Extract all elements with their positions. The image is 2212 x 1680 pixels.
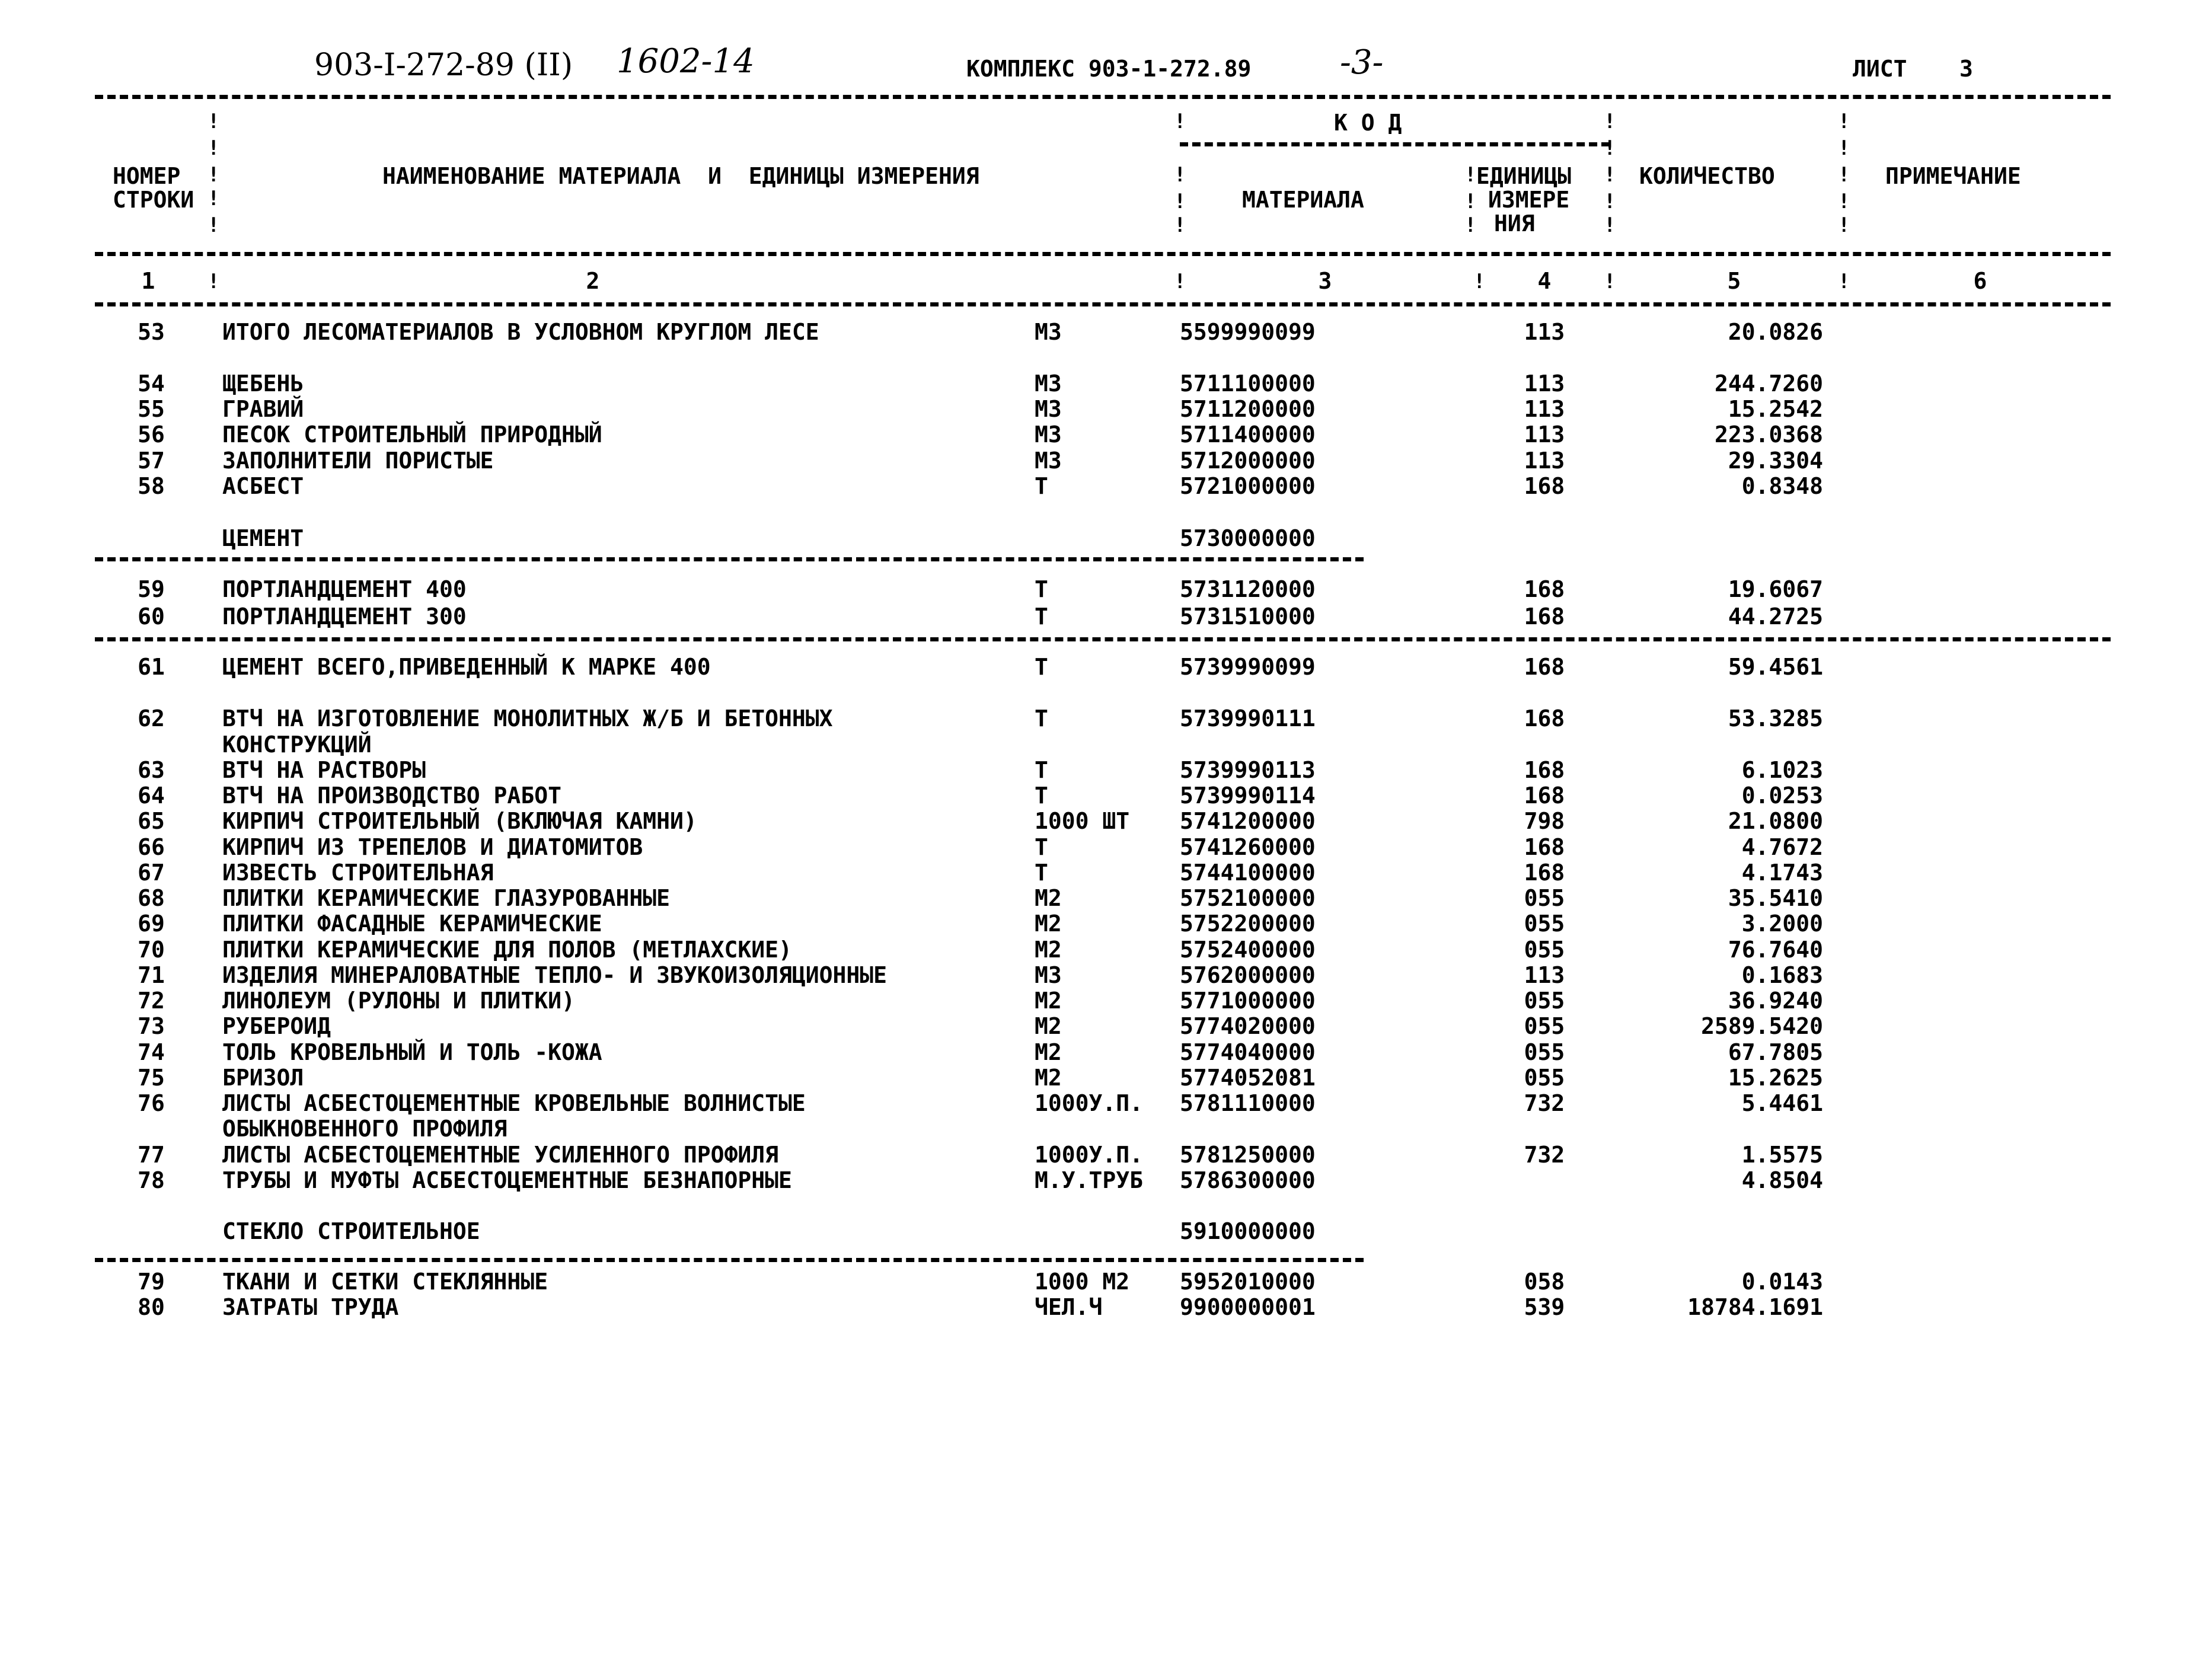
table-row — [0, 319, 2212, 345]
table-row — [0, 1218, 2212, 1244]
cell-code: 5711400000 — [1180, 421, 1316, 448]
cell-ucode: 168 — [1524, 757, 1565, 783]
header-row-number-2: СТРОКИ — [113, 187, 194, 213]
cell-name: КИРПИЧ СТРОИТЕЛЬНЫЙ (ВКЛЮЧАЯ КАМНИ) — [222, 808, 697, 834]
sep-mark: ! — [1464, 163, 1477, 187]
cell-name: ЗАТРАТЫ ТРУДА — [222, 1294, 399, 1320]
cell-code: 5762000000 — [1180, 962, 1316, 988]
sep-mark: ! — [1174, 213, 1186, 237]
cell-ucode: 732 — [1524, 1142, 1565, 1168]
table-row — [0, 885, 2212, 911]
cell-num: 75 — [138, 1065, 165, 1091]
rule-glass-group — [95, 1258, 1364, 1262]
table-row — [0, 962, 2212, 988]
cell-unit: Т — [1035, 705, 1048, 732]
header-unit-3: НИЯ — [1494, 210, 1535, 237]
complex-label: КОМПЛЕКС 903-1-272.89 — [966, 56, 1252, 82]
sep-mark: ! — [1838, 163, 1850, 187]
header-quantity: КОЛИЧЕСТВО — [1639, 163, 1775, 189]
cell-num: 56 — [138, 421, 165, 448]
cell-unit: Т — [1035, 473, 1048, 499]
cell-code: 5599990099 — [1180, 319, 1316, 345]
cell-code: 5721000000 — [1180, 473, 1316, 499]
sep-mark: ! — [208, 187, 220, 210]
cell-ucode: 168 — [1524, 654, 1565, 680]
cell-name: ЛИНОЛЕУМ (РУЛОНЫ И ПЛИТКИ) — [222, 988, 575, 1014]
cell-code: 5752100000 — [1180, 885, 1316, 911]
cell-qty: 223.0368 — [1714, 421, 1823, 448]
cell-ucode: 168 — [1524, 705, 1565, 732]
col-number-1: 1 — [141, 268, 155, 294]
cell-code: 5771000000 — [1180, 988, 1316, 1014]
table-row — [0, 576, 2212, 602]
cell-num: 62 — [138, 705, 165, 732]
cell-name: ПЛИТКИ КЕРАМИЧЕСКИЕ ГЛАЗУРОВАННЫЕ — [222, 885, 670, 911]
cell-ucode: 055 — [1524, 1013, 1565, 1039]
cell-unit: Т — [1035, 782, 1048, 809]
table-row — [0, 1142, 2212, 1168]
cell-ucode: 113 — [1524, 319, 1565, 345]
cell-ucode: 055 — [1524, 911, 1565, 937]
table-row — [0, 1065, 2212, 1091]
sep-mark: ! — [1604, 270, 1616, 293]
sep-mark: ! — [1174, 270, 1186, 293]
cell-name: ИЗВЕСТЬ СТРОИТЕЛЬНАЯ — [222, 860, 494, 886]
table-row — [0, 1116, 2212, 1142]
cell-name: ОБЫКНОВЕННОГО ПРОФИЛЯ — [222, 1116, 507, 1142]
cell-num: 70 — [138, 937, 165, 963]
table-row — [0, 1090, 2212, 1116]
header-code: К О Д — [1334, 110, 1402, 136]
cell-qty: 21.0800 — [1728, 808, 1823, 834]
cell-name: КОНСТРУКЦИЙ — [222, 732, 372, 758]
cell-num: 74 — [138, 1039, 165, 1065]
sep-mark: ! — [1473, 270, 1486, 293]
table-row — [0, 860, 2212, 886]
cell-unit: М3 — [1035, 962, 1062, 988]
sep-mark: ! — [1838, 270, 1850, 293]
cell-ucode: 798 — [1524, 808, 1565, 834]
cell-num: 77 — [138, 1142, 165, 1168]
sep-mark: ! — [1464, 213, 1477, 237]
cell-unit: ЧЕЛ.Ч — [1035, 1294, 1103, 1320]
table-row — [0, 937, 2212, 963]
cell-ucode: 058 — [1524, 1269, 1565, 1295]
cell-num: 60 — [138, 603, 165, 630]
cell-code: 5781110000 — [1180, 1090, 1316, 1116]
cell-qty: 5.4461 — [1741, 1090, 1823, 1116]
cell-unit: М2 — [1035, 937, 1062, 963]
cell-code: 5741200000 — [1180, 808, 1316, 834]
cell-name: ПОРТЛАНДЦЕМЕНТ 300 — [222, 603, 467, 630]
sep-mark: ! — [1838, 136, 1850, 160]
cell-name: ПЕСОК СТРОИТЕЛЬНЫЙ ПРИРОДНЫЙ — [222, 421, 602, 448]
cell-qty: 19.6067 — [1728, 576, 1823, 602]
cell-ucode: 732 — [1524, 1090, 1565, 1116]
cell-name: РУБЕРОИД — [222, 1013, 331, 1039]
cell-name: КИРПИЧ ИЗ ТРЕПЕЛОВ И ДИАТОМИТОВ — [222, 834, 643, 860]
cell-num: 78 — [138, 1167, 165, 1193]
cell-unit: М2 — [1035, 911, 1062, 937]
rule-colnums-bottom — [95, 302, 2111, 306]
cell-ucode: 113 — [1524, 962, 1565, 988]
sep-mark: ! — [1174, 163, 1186, 187]
cell-ucode: 168 — [1524, 603, 1565, 630]
cell-name: ЦЕМЕНТ — [222, 525, 304, 551]
sep-mark: ! — [1838, 213, 1850, 237]
rule-header-bottom — [95, 252, 2111, 256]
sep-mark: ! — [208, 163, 220, 187]
sep-mark: ! — [1464, 190, 1477, 213]
sep-mark: ! — [1604, 136, 1616, 160]
sep-mark: ! — [208, 270, 220, 293]
cell-num: 69 — [138, 911, 165, 937]
cell-code: 5712000000 — [1180, 448, 1316, 474]
cell-num: 73 — [138, 1013, 165, 1039]
table-row — [0, 782, 2212, 809]
cell-unit: Т — [1035, 757, 1048, 783]
rule-top — [95, 95, 2111, 99]
table-row — [0, 654, 2212, 680]
page-mark: -3- — [1340, 43, 1384, 82]
cell-unit: М3 — [1035, 448, 1062, 474]
sep-mark: ! — [1174, 110, 1186, 133]
cell-name: ГРАВИЙ — [222, 396, 304, 422]
rule-cement-total — [95, 637, 2111, 641]
cell-code: 5739990099 — [1180, 654, 1316, 680]
cell-code: 5739990114 — [1180, 782, 1316, 809]
cell-name: ВТЧ НА ИЗГОТОВЛЕНИЕ МОНОЛИТНЫХ Ж/Б И БЕТОННЫХ — [222, 705, 833, 732]
table-row — [0, 371, 2212, 397]
cell-unit: М3 — [1035, 371, 1062, 397]
header-unit-2: ИЗМЕРЕ — [1488, 187, 1570, 213]
cell-num: 54 — [138, 371, 165, 397]
cell-name: ЗАПОЛНИТЕЛИ ПОРИСТЫЕ — [222, 448, 494, 474]
cell-unit: М3 — [1035, 396, 1062, 422]
cell-name: ЛИСТЫ АСБЕСТОЦЕМЕНТНЫЕ УСИЛЕННОГО ПРОФИЛЯ — [222, 1142, 778, 1168]
cell-name: ЦЕМЕНТ ВСЕГО,ПРИВЕДЕННЫЙ К МАРКЕ 400 — [222, 654, 711, 680]
cell-num: 80 — [138, 1294, 165, 1320]
cell-num: 63 — [138, 757, 165, 783]
cell-name: ТОЛЬ КРОВЕЛЬНЫЙ И ТОЛЬ -КОЖА — [222, 1039, 602, 1065]
cell-qty: 76.7640 — [1728, 937, 1823, 963]
cell-code: 5752200000 — [1180, 911, 1316, 937]
cell-qty: 244.7260 — [1714, 371, 1823, 397]
cell-num: 68 — [138, 885, 165, 911]
cell-unit: 1000У.П. — [1035, 1142, 1144, 1168]
cell-num: 57 — [138, 448, 165, 474]
cell-num: 61 — [138, 654, 165, 680]
cell-code: 5774020000 — [1180, 1013, 1316, 1039]
table-row — [0, 757, 2212, 783]
cell-qty: 15.2542 — [1728, 396, 1823, 422]
cell-ucode: 168 — [1524, 782, 1565, 809]
sep-mark: ! — [1838, 190, 1850, 213]
cell-unit: М2 — [1035, 885, 1062, 911]
cell-num: 79 — [138, 1269, 165, 1295]
table-row — [0, 396, 2212, 422]
cell-qty: 6.1023 — [1741, 757, 1823, 783]
cell-name: ИЗДЕЛИЯ МИНЕРАЛОВАТНЫЕ ТЕПЛО- И ЗВУКОИЗОЛЯЦИОННЫЕ — [222, 962, 888, 988]
cell-unit: М.У.ТРУБ — [1035, 1167, 1144, 1193]
header-material: МАТЕРИАЛА — [1242, 187, 1364, 213]
cell-code: 5730000000 — [1180, 525, 1316, 551]
cell-name: ПЛИТКИ ФАСАДНЫЕ КЕРАМИЧЕСКИЕ — [222, 911, 602, 937]
cell-ucode: 113 — [1524, 396, 1565, 422]
cell-name: СТЕКЛО СТРОИТЕЛЬНОЕ — [222, 1218, 480, 1244]
cell-ucode: 113 — [1524, 421, 1565, 448]
cell-unit: М2 — [1035, 1065, 1062, 1091]
col-number-2: 2 — [586, 268, 600, 294]
cell-qty: 2589.5420 — [1701, 1013, 1823, 1039]
cell-name: ВТЧ НА ПРОИЗВОДСТВО РАБОТ — [222, 782, 561, 809]
cell-code: 5910000000 — [1180, 1218, 1316, 1244]
table-row — [0, 1039, 2212, 1065]
cell-unit: 1000 ШТ — [1035, 808, 1130, 834]
table-row — [0, 448, 2212, 474]
table-row — [0, 911, 2212, 937]
sheet-label: ЛИСТ — [1853, 56, 1907, 82]
cell-unit: М3 — [1035, 421, 1062, 448]
cell-name: БРИЗОЛ — [222, 1065, 304, 1091]
col-number-5: 5 — [1727, 268, 1741, 294]
sep-mark: ! — [1604, 163, 1616, 187]
cell-num: 64 — [138, 782, 165, 809]
table-row — [0, 1294, 2212, 1320]
table-row — [0, 808, 2212, 834]
cell-code: 5952010000 — [1180, 1269, 1316, 1295]
sep-mark: ! — [1604, 110, 1616, 133]
cell-ucode: 168 — [1524, 860, 1565, 886]
header-note: ПРИМЕЧАНИЕ — [1885, 163, 2021, 189]
cell-num: 53 — [138, 319, 165, 345]
cell-qty: 0.0253 — [1741, 782, 1823, 809]
cell-qty: 53.3285 — [1728, 705, 1823, 732]
rule-cement-group — [95, 557, 1364, 561]
cell-name: ЩЕБЕНЬ — [222, 371, 304, 397]
cell-code: 5774040000 — [1180, 1039, 1316, 1065]
cell-unit: М2 — [1035, 988, 1062, 1014]
sep-mark: ! — [208, 136, 220, 160]
cell-code: 5781250000 — [1180, 1142, 1316, 1168]
sep-mark: ! — [1838, 110, 1850, 133]
cell-code: 5774052081 — [1180, 1065, 1316, 1091]
cell-ucode: 055 — [1524, 937, 1565, 963]
cell-code: 5744100000 — [1180, 860, 1316, 886]
cell-ucode: 168 — [1524, 473, 1565, 499]
cell-num: 58 — [138, 473, 165, 499]
table-row — [0, 421, 2212, 448]
cell-qty: 18784.1691 — [1687, 1294, 1823, 1320]
cell-code: 9900000001 — [1180, 1294, 1316, 1320]
table-row — [0, 988, 2212, 1014]
cell-qty: 4.8504 — [1741, 1167, 1823, 1193]
sheet-number: 3 — [1959, 56, 1973, 82]
cell-name: ВТЧ НА РАСТВОРЫ — [222, 757, 426, 783]
cell-code: 5739990111 — [1180, 705, 1316, 732]
cell-ucode: 113 — [1524, 371, 1565, 397]
table-row — [0, 1269, 2212, 1295]
cell-num: 59 — [138, 576, 165, 602]
cell-qty: 4.7672 — [1741, 834, 1823, 860]
cell-num: 55 — [138, 396, 165, 422]
cell-name: ЛИСТЫ АСБЕСТОЦЕМЕНТНЫЕ КРОВЕЛЬНЫЕ ВОЛНИСТЫЕ — [222, 1090, 806, 1116]
cell-unit: Т — [1035, 834, 1048, 860]
cell-qty: 15.2625 — [1728, 1065, 1823, 1091]
cell-qty: 36.9240 — [1728, 988, 1823, 1014]
cell-qty: 0.1683 — [1741, 962, 1823, 988]
cell-ucode: 055 — [1524, 1039, 1565, 1065]
cell-name: ТРУБЫ И МУФТЫ АСБЕСТОЦЕМЕНТНЫЕ БЕЗНАПОРНЫЕ — [222, 1167, 792, 1193]
cell-unit: Т — [1035, 860, 1048, 886]
cell-unit: Т — [1035, 603, 1048, 630]
cell-num: 66 — [138, 834, 165, 860]
header-name: НАИМЕНОВАНИЕ МАТЕРИАЛА И ЕДИНИЦЫ ИЗМЕРЕНИЯ — [382, 163, 979, 189]
cell-unit: 1000У.П. — [1035, 1090, 1144, 1116]
cell-code: 5731510000 — [1180, 603, 1316, 630]
cell-ucode: 539 — [1524, 1294, 1565, 1320]
cell-code: 5731120000 — [1180, 576, 1316, 602]
table-row — [0, 834, 2212, 860]
cell-ucode: 055 — [1524, 885, 1565, 911]
table-row — [0, 1167, 2212, 1193]
sep-mark: ! — [1174, 190, 1186, 213]
table-row — [0, 1013, 2212, 1039]
cell-qty: 29.3304 — [1728, 448, 1823, 474]
cell-qty: 44.2725 — [1728, 603, 1823, 630]
cell-unit: М2 — [1035, 1039, 1062, 1065]
sep-mark: ! — [208, 110, 220, 133]
cell-ucode: 055 — [1524, 1065, 1565, 1091]
document-code: 903-I-272-89 (II) — [314, 47, 573, 83]
cell-qty: 35.5410 — [1728, 885, 1823, 911]
cell-code: 5786300000 — [1180, 1167, 1316, 1193]
table-row — [0, 732, 2212, 758]
cell-num: 65 — [138, 808, 165, 834]
sep-mark: ! — [208, 213, 220, 237]
cell-ucode: 055 — [1524, 988, 1565, 1014]
cell-unit: М3 — [1035, 319, 1062, 345]
cell-name: ТКАНИ И СЕТКИ СТЕКЛЯННЫЕ — [222, 1269, 548, 1295]
cell-qty: 4.1743 — [1741, 860, 1823, 886]
cell-num: 72 — [138, 988, 165, 1014]
table-row — [0, 473, 2212, 499]
cell-name: ПОРТЛАНДЦЕМЕНТ 400 — [222, 576, 467, 602]
rule-code-split — [1180, 142, 1610, 146]
cell-qty: 67.7805 — [1728, 1039, 1823, 1065]
table-row — [0, 705, 2212, 732]
cell-unit: 1000 М2 — [1035, 1269, 1130, 1295]
cell-ucode: 168 — [1524, 834, 1565, 860]
handwritten-reference: 1602-14 — [617, 42, 755, 81]
cell-qty: 20.0826 — [1728, 319, 1823, 345]
cell-code: 5711100000 — [1180, 371, 1316, 397]
sep-mark: ! — [1604, 190, 1616, 213]
col-number-6: 6 — [1973, 268, 1987, 294]
cell-qty: 3.2000 — [1741, 911, 1823, 937]
cell-unit: Т — [1035, 654, 1048, 680]
cell-unit: М2 — [1035, 1013, 1062, 1039]
cell-name: ПЛИТКИ КЕРАМИЧЕСКИЕ ДЛЯ ПОЛОВ (МЕТЛАХСКИЕ) — [222, 937, 792, 963]
header-row-number: НОМЕР — [113, 163, 181, 189]
cell-unit: Т — [1035, 576, 1048, 602]
cell-code: 5752400000 — [1180, 937, 1316, 963]
table-row — [0, 525, 2212, 551]
sep-mark: ! — [1604, 213, 1616, 237]
cell-name: ИТОГО ЛЕСОМАТЕРИАЛОВ В УСЛОВНОМ КРУГЛОМ ЛЕСЕ — [222, 319, 819, 345]
cell-num: 71 — [138, 962, 165, 988]
cell-ucode: 168 — [1524, 576, 1565, 602]
cell-qty: 0.0143 — [1741, 1269, 1823, 1295]
cell-code: 5711200000 — [1180, 396, 1316, 422]
cell-code: 5739990113 — [1180, 757, 1316, 783]
col-number-4: 4 — [1537, 268, 1552, 294]
col-number-3: 3 — [1318, 268, 1332, 294]
cell-code: 5741260000 — [1180, 834, 1316, 860]
cell-name: АСБЕСТ — [222, 473, 304, 499]
cell-qty: 0.8348 — [1741, 473, 1823, 499]
header-unit-1: ЕДИНИЦЫ — [1476, 163, 1572, 189]
cell-ucode: 113 — [1524, 448, 1565, 474]
cell-qty: 1.5575 — [1741, 1142, 1823, 1168]
cell-qty: 59.4561 — [1728, 654, 1823, 680]
table-row — [0, 603, 2212, 630]
cell-num: 76 — [138, 1090, 165, 1116]
cell-num: 67 — [138, 860, 165, 886]
